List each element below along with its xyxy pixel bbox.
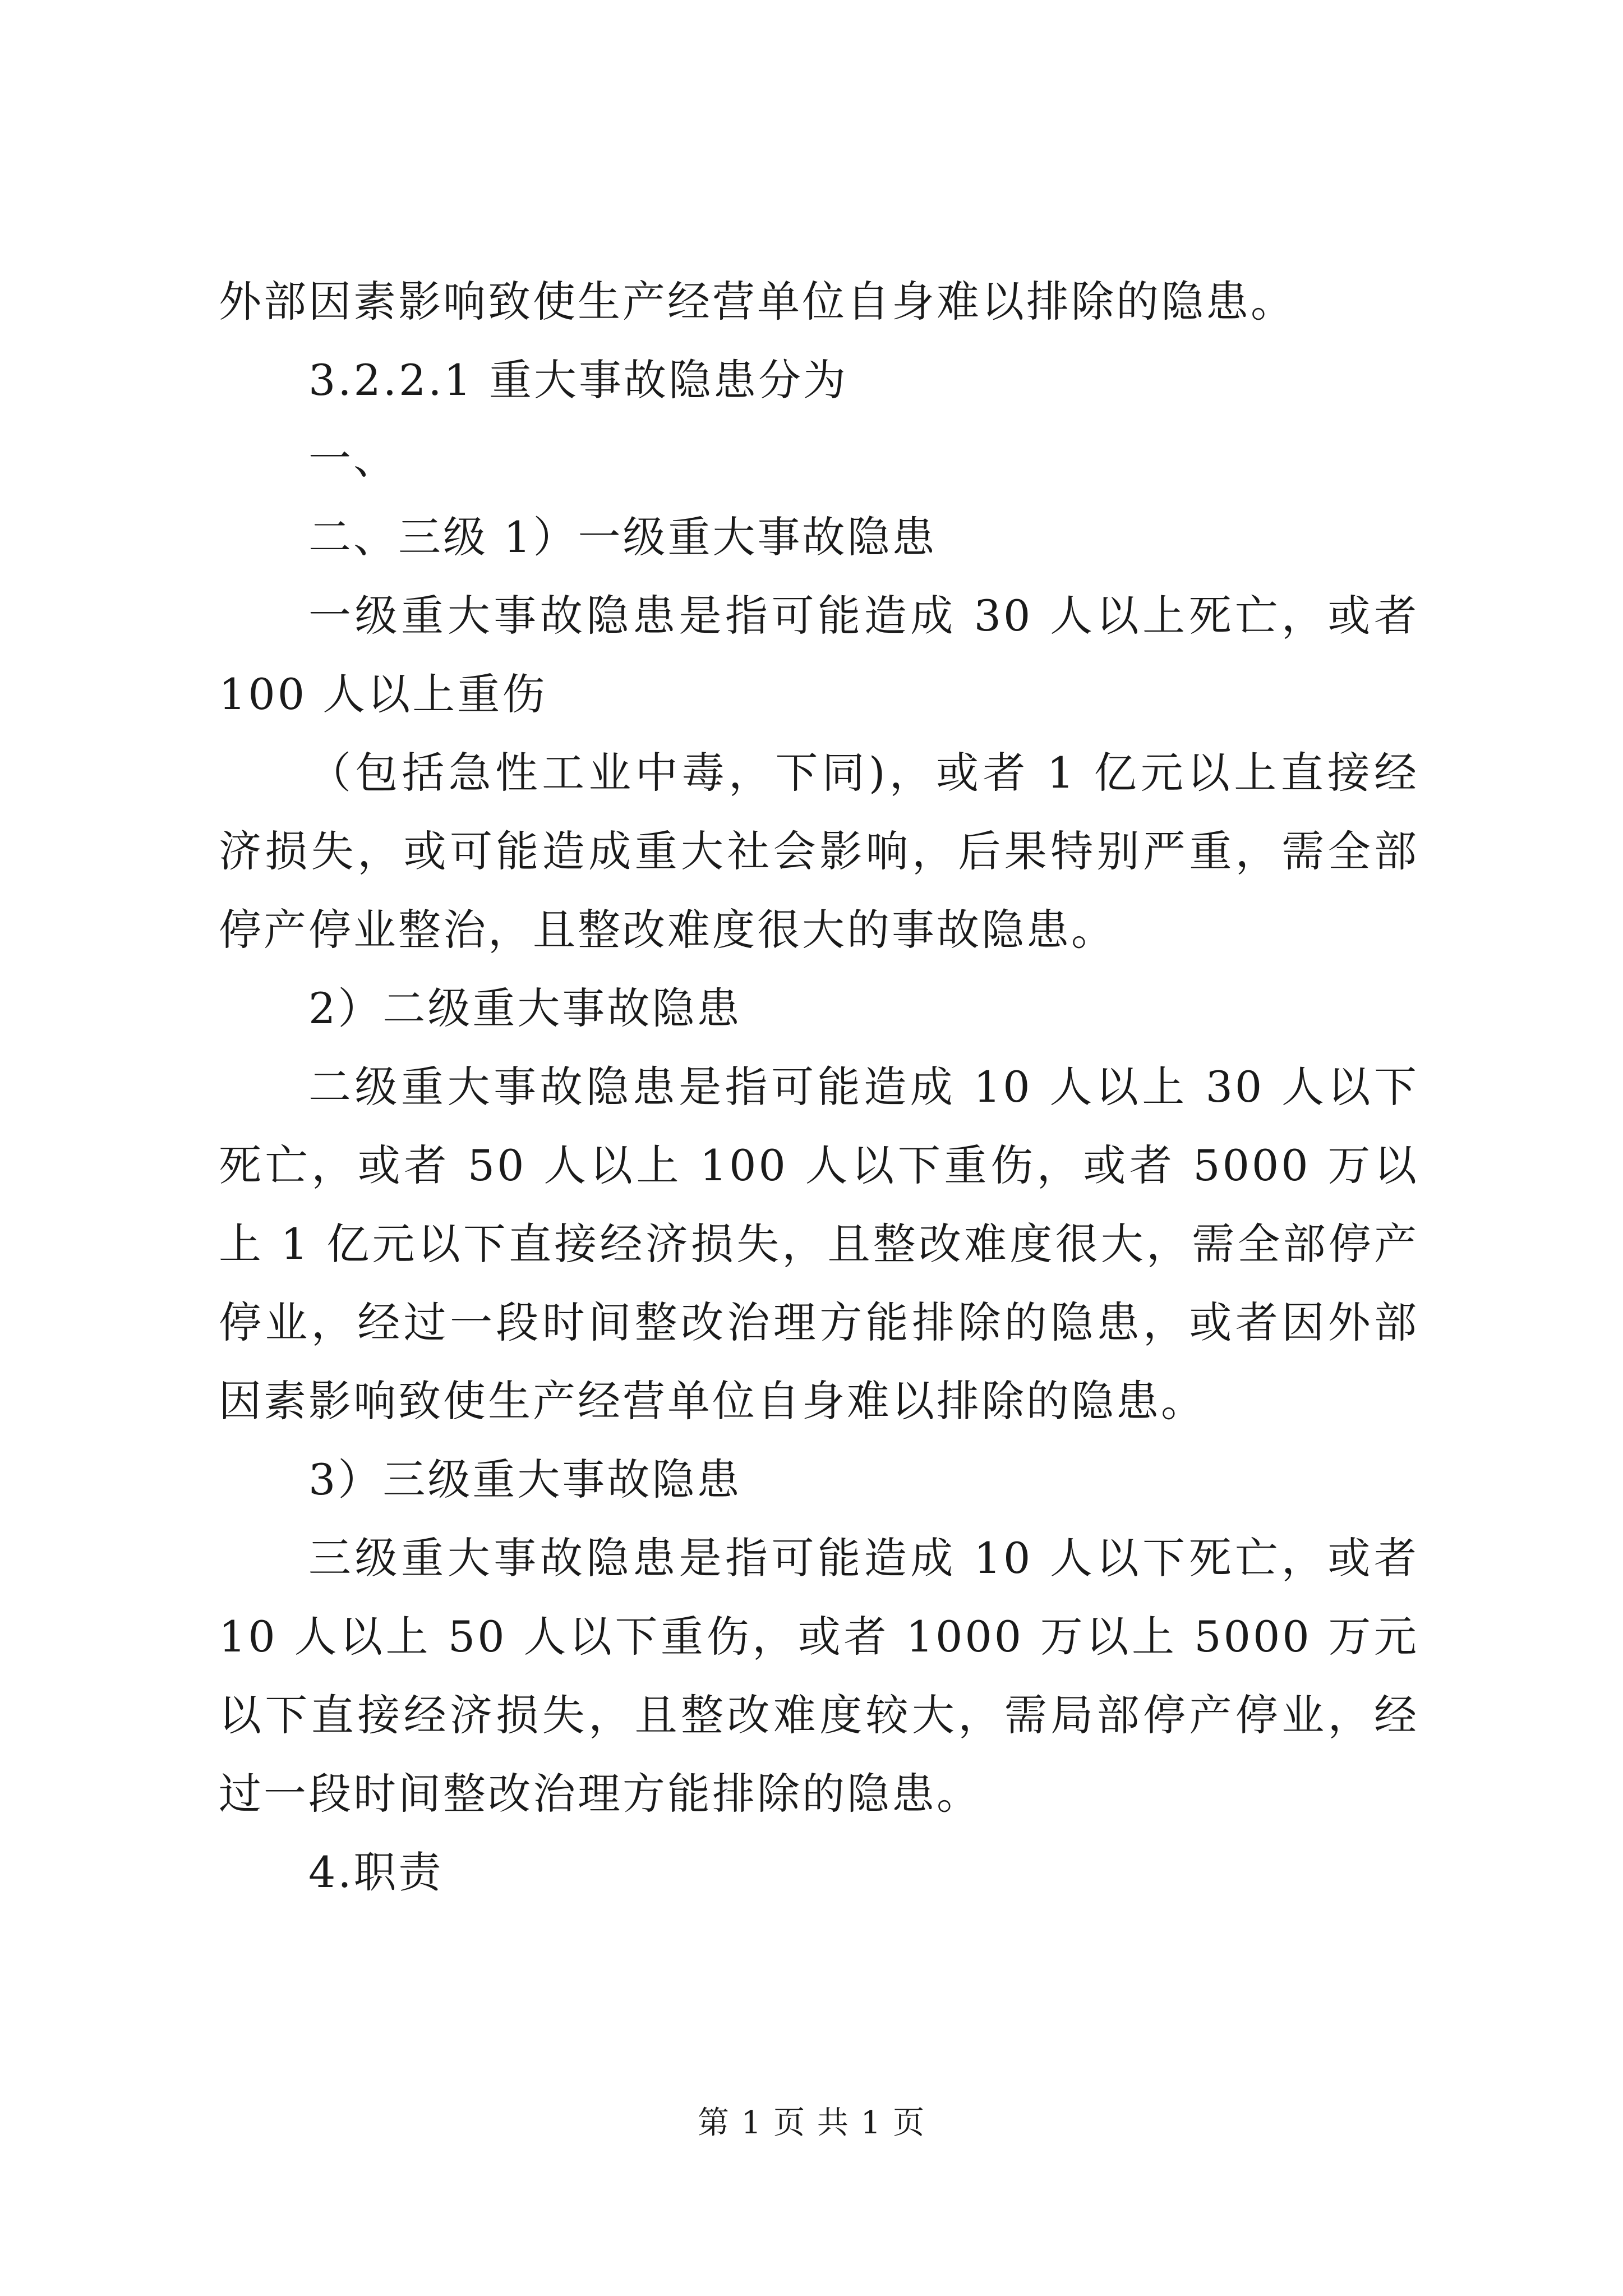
paragraph-continuation: 外部因素影响致使生产经营单位自身难以排除的隐患。 (219, 277, 1295, 326)
paragraph-level-3-definition: 三级重大事故隐患是指可能造成 10 人以下死亡，或者 10 人以上 50 人以下重伤，或者 1000 万以上 5000 万元以下直接经济损失，且整改难度较大，需局部停产停业，经过一段时间整改治理方能排除的隐患。 (219, 1533, 1419, 1819)
paragraph-level-2-definition: 二级重大事故隐患是指可能造成 10 人以上 30 人以下死亡，或者 50 人以上 100 人以下重伤，或者 5000 万以上 1 亿元以下直接经济损失，且整改难度很大，需全部停产停业，经过一段时间整改治理方能排除的隐患，或者因外部因素影响致使生产经营单位自身难以排除的隐患。 (219, 1062, 1419, 1426)
section-heading-responsibilities: 4.职责 (308, 1847, 444, 1897)
paragraph-level-1-details: （包括急性工业中毒，下同)，或者 1 亿元以上直接经济损失，或可能造成重大社会影响，后果特别严重，需全部停产停业整治，且整改难度很大的事故隐患。 (219, 748, 1419, 955)
page-footer (0, 2101, 1623, 2146)
subheading-level-2: 2）二级重大事故隐患 (308, 983, 742, 1033)
list-item-one: 一、 (308, 434, 398, 484)
document-body (219, 263, 1419, 1912)
section-heading-3-2-2-1: 3.2.2.1 重大事故隐患分为 (308, 355, 849, 405)
paragraph-level-1-definition: 一级重大事故隐患是指可能造成 30 人以上死亡，或者 100 人以上重伤 (219, 591, 1419, 719)
page-number-label: 第 1 页 共 1 页 (697, 2105, 926, 2141)
subheading-level-3: 3）三级重大事故隐患 (308, 1455, 742, 1504)
subheading-level-1: 二、三级 1）一级重大事故隐患 (308, 512, 937, 562)
